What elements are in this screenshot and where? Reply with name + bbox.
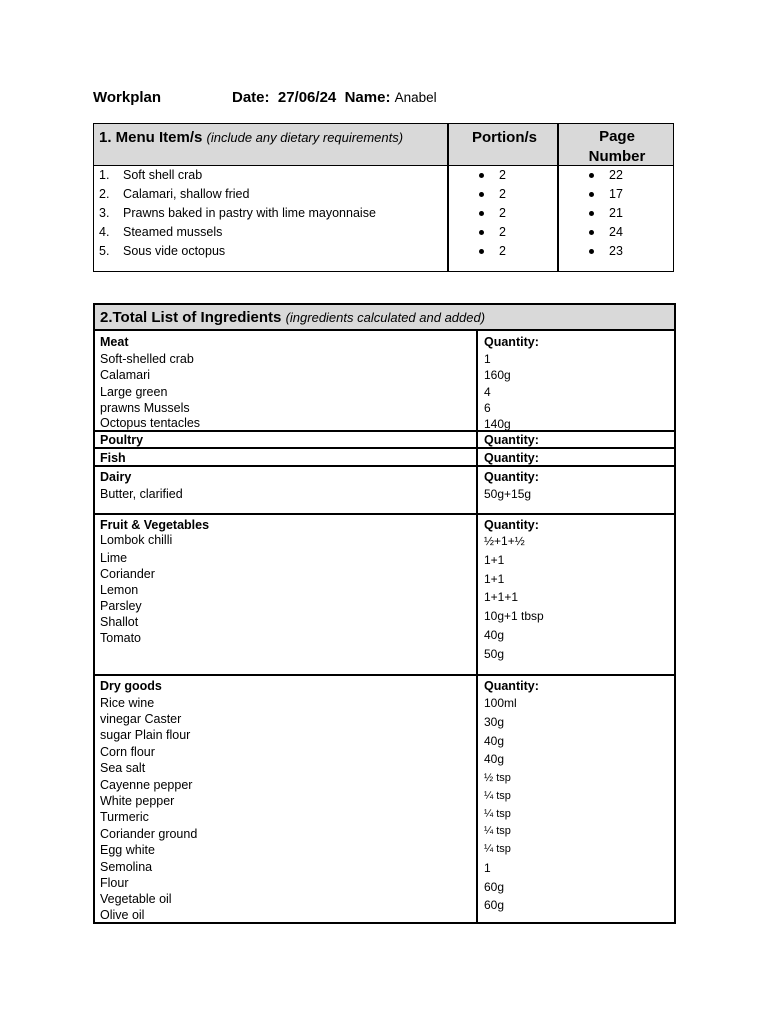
bullet-icon xyxy=(589,173,594,178)
ingredient-quantity: ½ tsp xyxy=(484,772,511,784)
ingredient-item: Lime xyxy=(100,551,128,565)
menu-row-item: Soft shell crab xyxy=(123,168,203,182)
bullet-icon xyxy=(479,249,484,254)
ingredient-quantity: 140g xyxy=(484,417,511,431)
ingredient-item: Vegetable oil xyxy=(100,892,172,906)
row-divider xyxy=(95,674,674,676)
date-name-line xyxy=(232,89,437,106)
ingredient-item: Butter, clarified xyxy=(100,487,183,501)
section-label-meat: Meat xyxy=(100,335,129,349)
name-label: Name: xyxy=(344,89,391,106)
ingredient-quantity: 10g+1 tbsp xyxy=(484,609,544,623)
ingredient-item: White pepper xyxy=(100,794,175,808)
ingredient-item: Large green xyxy=(100,385,168,399)
page-number-heading xyxy=(560,127,674,167)
menu-row-page: 22 xyxy=(589,166,623,184)
quantity-label: Quantity: xyxy=(484,335,539,349)
menu-title: 1. Menu Item/s xyxy=(99,129,203,146)
ingredient-quantity: ½+1+½ xyxy=(484,534,525,548)
menu-row-portions: 2 xyxy=(479,166,506,184)
menu-row-item: Sous vide octopus xyxy=(123,244,226,258)
ingredient-item: Calamari xyxy=(100,368,151,382)
ingredients-title: 2.Total List of Ingredients xyxy=(100,309,282,326)
column-divider xyxy=(476,331,478,922)
ingredient-item: Rice wine xyxy=(100,696,155,710)
ingredient-quantity: 1 xyxy=(484,352,491,366)
date-label: Date: xyxy=(232,89,270,106)
ingredient-item: Lemon xyxy=(100,583,139,597)
ingredients-table-header xyxy=(95,305,674,331)
ingredient-item: Octopus tentacles xyxy=(100,416,201,430)
ingredient-item: Semolina xyxy=(100,860,153,874)
column-divider xyxy=(447,124,449,271)
menu-row-portions: 2 xyxy=(479,204,506,222)
menu-row-number: 5. xyxy=(99,244,110,258)
ingredient-item: Sea salt xyxy=(100,761,146,775)
ingredient-item: Tomato xyxy=(100,631,141,645)
page-heading-line1: Page xyxy=(599,128,635,145)
quantity-label: Quantity: xyxy=(484,679,539,693)
ingredient-item: Shallot xyxy=(100,615,139,629)
section-label-fish: Fish xyxy=(100,451,126,465)
bullet-icon xyxy=(479,192,484,197)
ingredient-quantity: 40g xyxy=(484,734,505,748)
ingredient-item: Olive oil xyxy=(100,908,145,922)
ingredient-item: Corn flour xyxy=(100,745,155,759)
ingredient-item: Coriander xyxy=(100,567,155,581)
workplan-header xyxy=(93,89,437,106)
menu-row-page: 23 xyxy=(589,242,623,260)
ingredient-quantity: 160g xyxy=(484,368,511,382)
ingredient-quantity: 60g xyxy=(484,880,505,894)
menu-row-number: 1. xyxy=(99,168,110,182)
ingredient-item: Cayenne pepper xyxy=(100,778,193,792)
section-label-dairy: Dairy xyxy=(100,470,132,484)
menu-items-heading xyxy=(99,129,403,146)
menu-title-note: (include any dietary requirements) xyxy=(206,130,404,145)
ingredient-quantity: 100ml xyxy=(484,696,517,710)
ingredient-item: vinegar Caster xyxy=(100,712,182,726)
ingredient-quantity: 50g xyxy=(484,647,505,661)
ingredients-table xyxy=(93,303,676,924)
name-value: Anabel xyxy=(394,90,437,105)
menu-row-number: 4. xyxy=(99,225,110,239)
bullet-icon xyxy=(589,192,594,197)
ingredient-quantity: ¼ tsp xyxy=(484,825,511,837)
menu-row-item: Prawns baked in pastry with lime mayonnaise xyxy=(123,206,376,220)
menu-row-portions: 2 xyxy=(479,185,506,203)
ingredient-item: Parsley xyxy=(100,599,142,613)
ingredient-item: Flour xyxy=(100,876,129,890)
row-divider xyxy=(95,513,674,515)
ingredient-quantity: 60g xyxy=(484,898,505,912)
ingredient-quantity: 1+1 xyxy=(484,553,505,567)
quantity-label: Quantity: xyxy=(484,433,539,447)
bullet-icon xyxy=(589,211,594,216)
section-label-fruit-veg: Fruit & Vegetables xyxy=(100,518,210,532)
bullet-icon xyxy=(479,211,484,216)
bullet-icon xyxy=(589,249,594,254)
row-divider xyxy=(95,447,674,449)
bullet-icon xyxy=(589,230,594,235)
row-divider xyxy=(95,465,674,467)
workplan-title: Workplan xyxy=(93,89,162,106)
quantity-label: Quantity: xyxy=(484,518,539,532)
ingredient-quantity: 1 xyxy=(484,861,491,875)
ingredients-heading xyxy=(100,309,485,326)
menu-row-page: 17 xyxy=(589,185,623,203)
ingredient-item: sugar Plain flour xyxy=(100,728,191,742)
quantity-label: Quantity: xyxy=(484,470,539,484)
menu-row-page: 24 xyxy=(589,223,623,241)
ingredient-quantity: 1+1 xyxy=(484,572,505,586)
date-value: 27/06/24 xyxy=(277,89,337,106)
ingredient-item: Lombok chilli xyxy=(100,533,173,547)
portions-heading: Portion/s xyxy=(471,129,537,146)
menu-row-item: Steamed mussels xyxy=(123,225,223,239)
section-label-dry-goods: Dry goods xyxy=(100,679,162,693)
ingredient-quantity: 40g xyxy=(484,628,505,642)
ingredients-title-note: (ingredients calculated and added) xyxy=(285,310,486,325)
section-label-poultry: Poultry xyxy=(100,433,144,447)
ingredient-item: prawns Mussels xyxy=(100,401,190,415)
ingredient-quantity: 6 xyxy=(484,401,491,415)
menu-row-item: Calamari, shallow fried xyxy=(123,187,250,201)
ingredient-quantity: ¼ tsp xyxy=(484,790,511,802)
menu-row-number: 2. xyxy=(99,187,110,201)
ingredient-quantity: 40g xyxy=(484,752,505,766)
bullet-icon xyxy=(479,173,484,178)
bullet-icon xyxy=(479,230,484,235)
ingredient-item: Egg white xyxy=(100,843,155,857)
menu-row-number: 3. xyxy=(99,206,110,220)
menu-row-portions: 2 xyxy=(479,242,506,260)
menu-items-table xyxy=(93,123,674,272)
ingredient-quantity: 50g+15g xyxy=(484,487,532,501)
ingredient-quantity: ¼ tsp xyxy=(484,808,511,820)
quantity-label: Quantity: xyxy=(484,451,539,465)
ingredient-item: Soft-shelled crab xyxy=(100,352,194,366)
ingredient-quantity: 4 xyxy=(484,385,491,399)
ingredient-quantity: 30g xyxy=(484,715,505,729)
page-heading-line2: Number xyxy=(588,148,646,165)
ingredient-quantity: ¼ tsp xyxy=(484,843,511,855)
menu-row-page: 21 xyxy=(589,204,623,222)
column-divider xyxy=(557,124,559,271)
menu-row-portions: 2 xyxy=(479,223,506,241)
ingredient-quantity: 1+1+1 xyxy=(484,590,519,604)
ingredient-item: Turmeric xyxy=(100,810,149,824)
ingredient-item: Coriander ground xyxy=(100,827,198,841)
